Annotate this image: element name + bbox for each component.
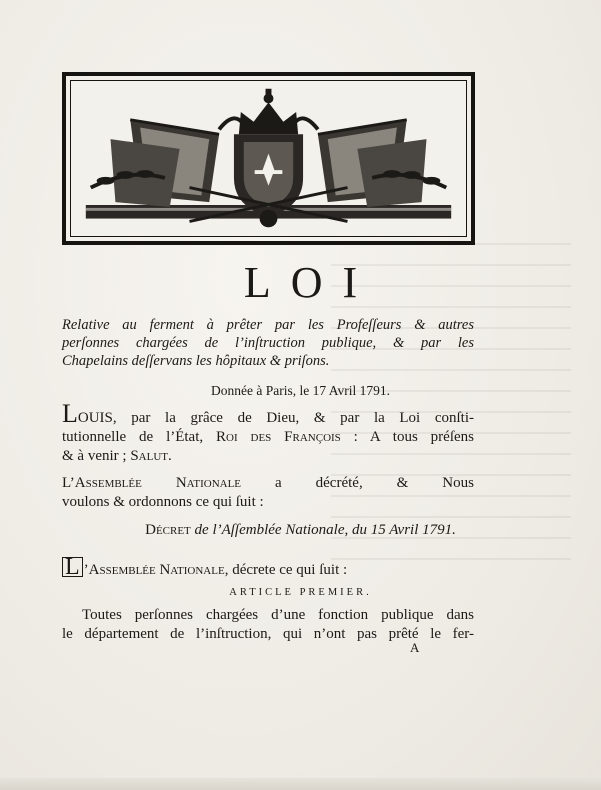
dateline: Donnée à Paris, le 17 Avril 1791. [211, 383, 390, 398]
decree-heading-text: de l’Aſſemblée Nationale, du 15 Avril 1791. [190, 522, 456, 538]
assembly-declaration [62, 554, 474, 580]
decree-intro-paragraph [62, 474, 474, 512]
vignette-panel [70, 80, 467, 237]
assembly-name: L’Assemblée Nationale [62, 475, 242, 491]
preamble-line [62, 447, 474, 466]
decree-intro-line [62, 474, 474, 493]
drop-cap: L [62, 399, 78, 428]
subtitle-line: perſonnes chargées de l’inſtruction publique, & par les [62, 335, 474, 351]
coat-of-arms-icon [71, 81, 466, 236]
decree-intro-text: a décrété, & Nous [241, 475, 474, 491]
assembly-text: , décrete ce qui ſuit : [224, 562, 348, 578]
decree-intro-line: voulons & ordonnons ce qui ſuit : [62, 494, 264, 510]
subtitle-line: Chapelains deſſervans les hôpitaux & priſons. [62, 353, 330, 369]
decree-word: Décret [145, 522, 191, 538]
subtitle-line: Relative au ferment à prêter par les Profeſſeurs & autres [62, 317, 474, 333]
preamble-line [62, 428, 474, 447]
article-paragraph [62, 606, 474, 644]
page-title: LOI [243, 258, 378, 307]
subtitle [62, 316, 474, 370]
decree-heading [0, 522, 601, 539]
roi-title: Roi des François [216, 429, 341, 445]
catchword: A [410, 640, 420, 655]
engraved-vignette [62, 72, 475, 245]
ornamental-initial: L [62, 557, 83, 577]
preamble-text: tutionnelle de l’État, [62, 429, 217, 445]
salut-word: Salut. [130, 448, 172, 464]
preamble-text: OUIS, par la grâce de Dieu, & par la Loi conſti- [77, 410, 474, 426]
article-line: Toutes perſonnes chargées d’une fonction publique dans [82, 607, 474, 623]
page-edge [0, 778, 601, 790]
preamble-paragraph [62, 399, 474, 466]
article-line: le département de l’inſtruction, qui n’ont pas prêté le fer- [62, 626, 474, 642]
article-heading: ARTICLE PREMIER. [229, 587, 372, 598]
preamble-line [62, 399, 474, 428]
preamble-text: : A tous préſens [340, 429, 474, 445]
assembly-name: ’Assemblée Nationale [83, 562, 225, 578]
preamble-text: & à venir ; [62, 448, 131, 464]
